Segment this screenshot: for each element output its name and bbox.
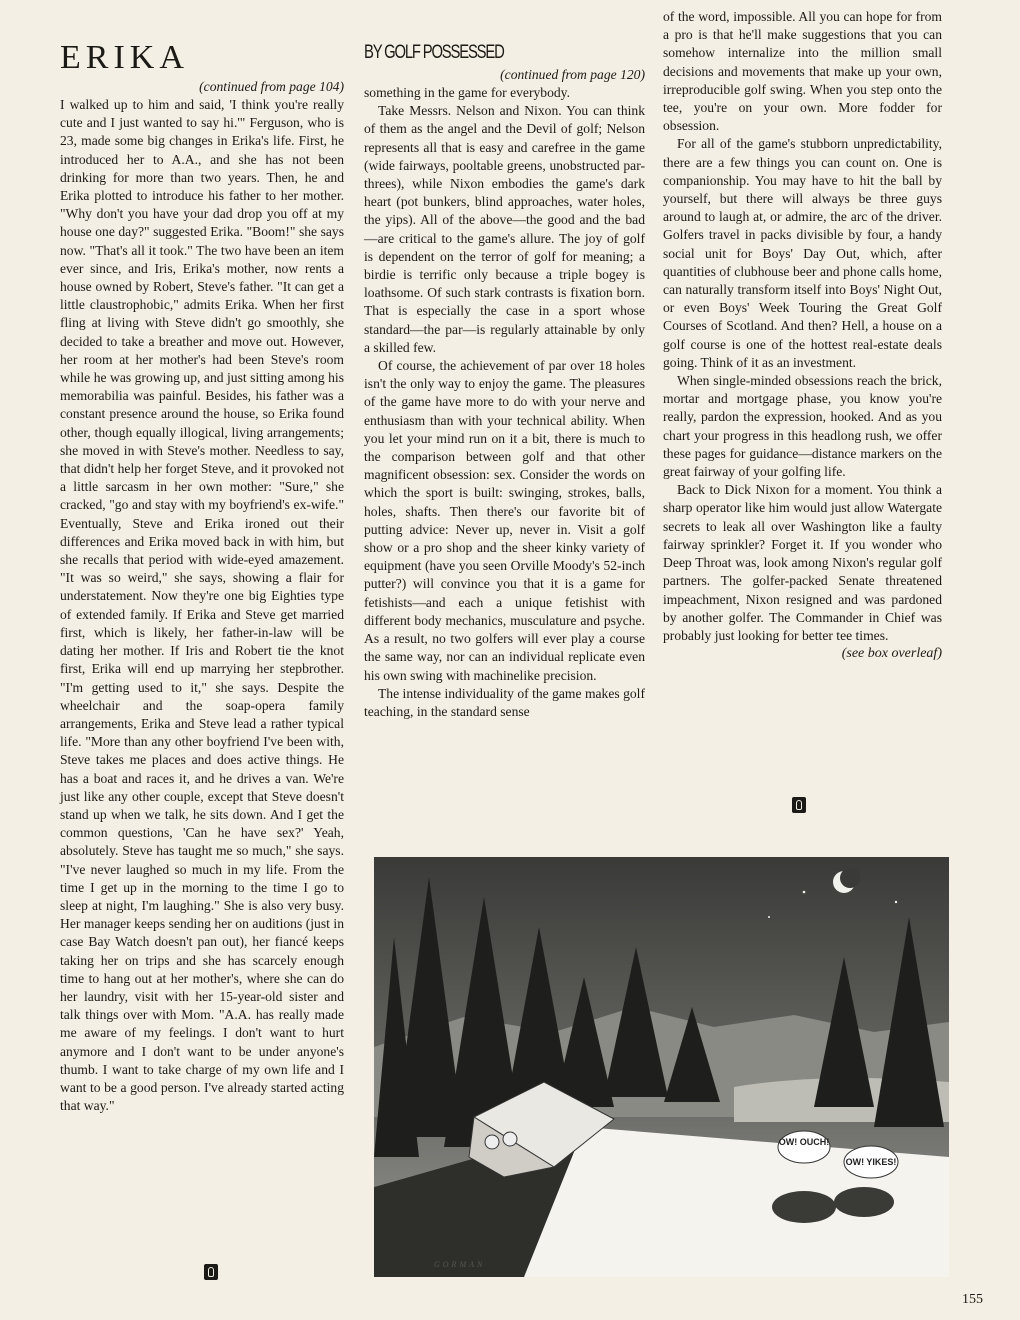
golf-paragraph: Take Messrs. Nelson and Nixon. You can think of them as the angel and the Devil of golf; Nelson represents all that is easy and carefree in the game (wide fairways, pooltable greens, unobstructed par-threes), while Nixon embodies the game's dark heart (pot bunkers, blind approaches, water holes, the yips). All of the above—the good and the bad—are critical to the game's allure. The joy of golf is dependent on the terror of golf for meaning; a birdie is terrific only because a triple bogey is loathsome. Of such stark contrasts is fixation born. That is especially the case in a sport whose standard—the par—is regularly attainable by only a skilled few.: [364, 103, 645, 355]
balloon-text-ouch: OW! OUCH!: [778, 1137, 830, 1147]
golf-paragraph: Back to Dick Nixon for a moment. You think a sharp operator like him would just allow Watergate secrets to leak all over Washington like a faulty fairway sprinkler? Forget it. If you wonder who Deep Throat was, look among Nixon's regular golf partners. The golfer-packed Senate threatened impeachment, Nixon resigned and was pardoned by another golfer. The Commander in Chief was probably just looking for better tee times.: [663, 482, 942, 643]
golf-paragraph: For all of the game's stubborn unpredictability, there are a few things you can count on. One is companionship. You may have to hit the ball by yourself, but there will always be three guys around to laugh at, or admire, the arc of the driver. Golfers travel in packs divisible by four, a handy social unit for Boys' Day Out, which, after quantities of clubhouse beer and phone calls home, can naturally transform itself into Boys' Night Out, or even Boys' Week Touring the Great Golf Courses of Scotland. And then? Hell, a house on a golf course is one of the hottest real-estate deals going. Think of it as an investment.: [663, 136, 942, 370]
golf-paragraph: Of course, the achievement of par over 18 holes isn't the only way to enjoy the game. The pleasures of the game have more to do with your nerve and enthusiasm than with your technical ability. When you let your mind run on it a bit, there is much to the comparison between golf and that other magnificent obsession: sex. Consider the words on which the sport is built: swinging, strokes, balls, holes, shafts. Then there's our favorite bit of putting advice: Never up, never in. Visit a golf show or a pro shop and the sheer kinky variety of equipment (have you seen Orville Moody's 52-inch putter?) will convince you that it is a game for fetishists—and each a unique fetishist with different body mechanics, musculature and psyche. As a result, no two golfers will ever play a course the same way, nor can an individual replicate even his own swing with machinelike precision.: [364, 358, 645, 683]
speech-balloon: [844, 1146, 898, 1178]
erika-body-text: I walked up to him and said, 'I think you're really cute and I just wanted to say hi.'" Ferguson, who is 23, made some big changes in Erika's life. First, he introduced her to A.A., and she has not been drinking for more than two years. Then, he and Erika plotted to introduce his father to her mother. "Why don't you have your dad drop you off at my house one day?" suggested Erika. "Boom!" she says now. "That's all it took." The two have been an item ever since, and Iris, Erika's mother, now rents a house owned by Robert, Steve's father. "It can get a little claustrophobic," admits Erika. When her first fling at living with Steve didn't go smoothly, she decided to take a breather and move out. However, her room at her mother's had been Steve's room while he was growing up, and just sitting among his memorabilia was painful. Besides, his father was a constant presence around the house, so Erika found other, though equally illogical, living arrangements; she moved in with Steve's mother. Needless to say, that didn't help her forget Steve, and it provoked not a little sarcasm in her own mother: "Sure," she cracked, "go and stay with my boyfriend's ex-wife." Eventually, Steve and Erika ironed out their differences and Erika moved back in with him, but she recalls that period with wide-eyed amazement. "It was so weird," she says, showing a flair for understatement. Now they're one big Eighties type of extended family. If Erika and Steve get married first, which is likely, her father-in-law will be dating her mother. If Iris and Robert tie the knot first, Erika will end up marrying her stepbrother. "I'm getting used to it," she says. Despite the wheelchair and the soap-opera family arrangements, Erika and Steve lead a rather typical life. "More than any other boyfriend I've been with, Steve takes me places and does active things. He has a boat and races it, and he drives a van. We're just like any other couple, except that Steve doesn't stand up when we talk, he sits down. And I get the common questions, 'Can he have sex?' Yeah, absolutely. Steve has taught me so much," she says. "I've never laughed so much in my life. From the time I get up in the morning to the time I go to sleep at night, I'm laughing." She is also very busy. Her manager keeps sending her on auditions (just in case Bay Watch doesn't pan out), her fiancé keeps taking her on trips and she has scarcely enough time to hang out at her mother's, where she can do her laundry, visit with her 15-year-old sister and talk things over with Mom. "A.A. has really made me aware of my feelings. I don't want to hurt anymore and I don't want to be under anyone's thumb. I want to take charge of my own life and I want to be a good person. I've already started acting that way.": [60, 97, 344, 1114]
golf-headline: BY GOLF POSSESSED: [364, 42, 504, 63]
end-mark-rabbit-icon: [204, 1264, 218, 1280]
see-box-note: (see box overleaf): [841, 646, 942, 662]
golf-paragraph: When single-minded obsessions reach the brick, mortar and mortgage phase, you know you're really, pardon the expression, hooked. And as you chart your progress in this headlong rush, we offer these pages for guidance—distance markers on the great fairway of your golfing life.: [663, 373, 942, 480]
artist-signature: GORMAN: [434, 1260, 486, 1269]
golf-paragraph: of the word, impossible. All you can hope for from a pro is that he'll make suggestions that you can somehow internalize into the million small decisions and movements that make up your own, irreproducible golf swing. When you step onto the tee, you're on your own. More fodder for obsession.: [663, 9, 942, 134]
erika-continued-note: (continued from page 104): [199, 79, 344, 94]
page-number: 155: [962, 1292, 983, 1307]
balloon-text-yikes: OW! YIKES!: [845, 1157, 897, 1167]
erika-column: [60, 40, 344, 1115]
erika-headline: ERIKA: [60, 39, 189, 76]
golf-column-left: [364, 40, 645, 721]
golf-paragraph: The intense individuality of the game makes golf teaching, in the standard sense: [364, 685, 645, 719]
end-mark-rabbit-icon: [792, 797, 806, 813]
cartoon-illustration: [374, 857, 949, 1277]
golf-paragraph: something in the game for everybody.: [364, 85, 570, 100]
golf-continued-note: (continued from page 120): [500, 67, 645, 82]
golf-column-right: [663, 8, 942, 663]
speech-balloon: [778, 1131, 830, 1163]
